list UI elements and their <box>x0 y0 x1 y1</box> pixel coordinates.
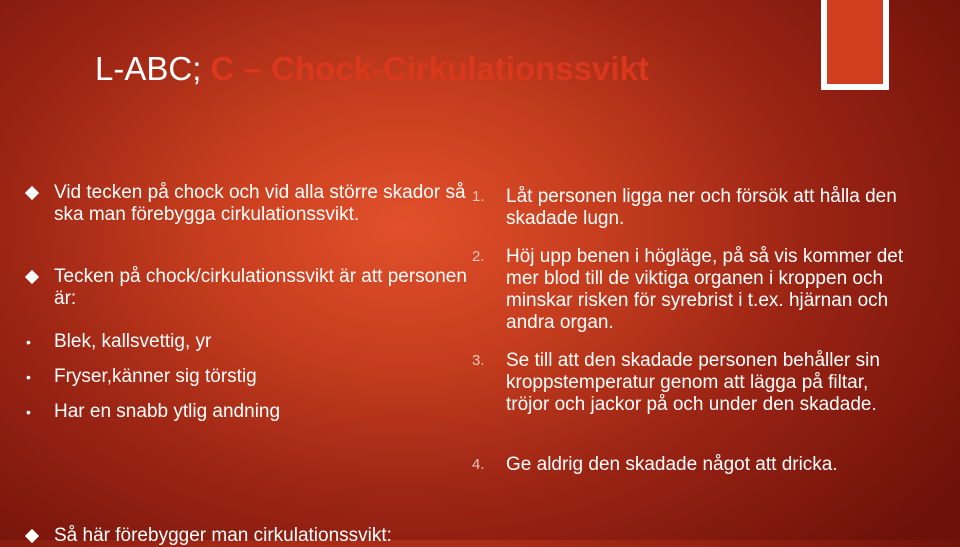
left-column <box>22 182 472 547</box>
left-item <box>22 366 472 388</box>
title-accent: C – Chock-Cirkulationssvikt <box>210 50 649 87</box>
left-item <box>22 331 472 353</box>
left-item-text: Vid tecken på chock och vid alla större skador så ska man förebygga cirkulationssvikt. <box>54 182 466 225</box>
left-item-text: Fryser,känner sig törstig <box>54 366 257 387</box>
diamond-bullet-icon <box>25 270 39 284</box>
title-prefix: L-ABC; <box>95 50 211 87</box>
left-item <box>22 525 472 547</box>
numbered-item <box>472 350 912 438</box>
left-item <box>22 266 472 310</box>
item-text: Se till att den skadade personen behåller sin kroppstemperatur genom att lägga på filtar, tröjor och jackor på och under den skadade. <box>506 350 880 415</box>
dot-bullet-icon: • <box>26 369 31 385</box>
diamond-bullet-icon <box>25 529 39 543</box>
accent-square-inner <box>827 0 883 84</box>
item-text: Låt personen ligga ner och försök att hålla den skadade lugn. <box>506 186 897 229</box>
dot-bullet-icon: • <box>26 404 31 420</box>
dot-bullet-icon: • <box>26 334 31 350</box>
left-item-text: Så här förebygger man cirkulationssvikt: <box>54 525 392 546</box>
left-item <box>22 401 472 423</box>
item-text: Höj upp benen i högläge, på så vis kommer det mer blod till de viktiga organen i kroppen och minskar risken för syrebrist i t.ex. hjärnan och andra organ. <box>506 246 904 333</box>
numbered-item <box>472 454 912 476</box>
left-item <box>22 182 472 248</box>
left-item-text: Blek, kallsvettig, yr <box>54 331 212 352</box>
item-number: 3. <box>472 352 485 369</box>
slide-title <box>95 50 649 90</box>
right-column <box>472 186 912 476</box>
left-item-text: Tecken på chock/cirkulationssvikt är att personen är: <box>54 266 467 309</box>
item-number: 2. <box>472 248 485 265</box>
numbered-item <box>472 186 912 230</box>
item-text: Ge aldrig den skadade något att dricka. <box>506 454 838 475</box>
diamond-bullet-icon <box>25 186 39 200</box>
numbered-item <box>472 246 912 334</box>
item-number: 4. <box>472 456 485 473</box>
item-number: 1. <box>472 188 485 205</box>
accent-square <box>821 0 889 90</box>
left-item-text: Har en snabb ytlig andning <box>54 401 281 422</box>
